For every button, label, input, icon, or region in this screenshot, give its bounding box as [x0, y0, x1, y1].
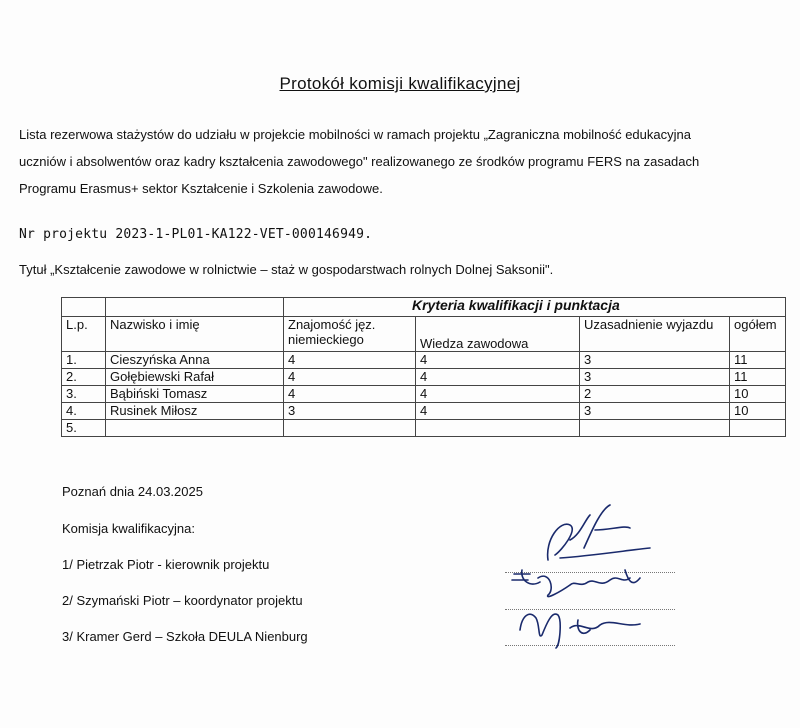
project-number: Nr projektu 2023-1-PL01-KA122-VET-000146949.	[19, 227, 373, 242]
column-header-name: Nazwisko i imię	[106, 317, 284, 352]
cell-lp: 3.	[62, 386, 106, 403]
cell-justification	[580, 420, 730, 437]
committee-member-2: 2/ Szymański Piotr – koordynator projektu	[62, 593, 303, 608]
signature-3	[520, 614, 640, 648]
cell-justification: 3	[580, 369, 730, 386]
table-header-row	[62, 298, 786, 317]
table-cell	[62, 298, 106, 317]
handwritten-signatures	[500, 500, 700, 650]
table-cell	[106, 298, 284, 317]
cell-name: Bąbiński Tomasz	[106, 386, 284, 403]
place-and-date: Poznań dnia 24.03.2025	[62, 484, 203, 499]
cell-total	[730, 420, 786, 437]
cell-knowledge: 4	[416, 386, 580, 403]
table-row	[62, 386, 786, 403]
cell-lp: 2.	[62, 369, 106, 386]
column-header-total: ogółem	[730, 317, 786, 352]
cell-knowledge: 4	[416, 403, 580, 420]
column-header-knowledge: Wiedza zawodowa	[416, 317, 580, 352]
cell-name: Cieszyńska Anna	[106, 352, 284, 369]
cell-name: Rusinek Miłosz	[106, 403, 284, 420]
committee-label: Komisja kwalifikacyjna:	[62, 521, 195, 536]
cell-knowledge	[416, 420, 580, 437]
table-row	[62, 352, 786, 369]
cell-total: 10	[730, 386, 786, 403]
cell-name	[106, 420, 284, 437]
table-header-row	[62, 317, 786, 352]
column-header-lp: L.p.	[62, 317, 106, 352]
signature-1	[548, 505, 650, 560]
intro-paragraph: Lista rezerwowa stażystów do udziału w projekcie mobilności w ramach projektu „Zagraniczna mobilność edukacyjna uczniów i absolwentów oraz kadry kształcenia zawodowego" realizowanego ze środków programu FERS na zasadach Programu Erasmus+ sektor Kształcenie i Szkolenia zawodowe.	[19, 127, 700, 196]
qualification-table	[61, 297, 786, 437]
project-title: Tytuł „Kształcenie zawodowe w rolnictwie – staż w gospodarstwach rolnych Dolnej Saksonii".	[19, 262, 554, 277]
committee-member-3: 3/ Kramer Gerd – Szkoła DEULA Nienburg	[62, 629, 308, 644]
document-title: Protokół komisji kwalifikacyjnej	[279, 74, 521, 93]
column-header-justification: Uzasadnienie wyjazdu	[580, 317, 730, 352]
cell-german: 3	[284, 403, 416, 420]
cell-justification: 3	[580, 352, 730, 369]
cell-name: Gołębiewski Rafał	[106, 369, 284, 386]
cell-justification: 2	[580, 386, 730, 403]
cell-german	[284, 420, 416, 437]
column-header-german: Znajomość jęz. niemieckiego	[284, 317, 416, 352]
cell-knowledge: 4	[416, 352, 580, 369]
cell-lp: 5.	[62, 420, 106, 437]
signature-2	[512, 570, 640, 597]
cell-german: 4	[284, 369, 416, 386]
cell-german: 4	[284, 386, 416, 403]
table-row	[62, 420, 786, 437]
table-row	[62, 369, 786, 386]
cell-total: 11	[730, 369, 786, 386]
cell-knowledge: 4	[416, 369, 580, 386]
table-row	[62, 403, 786, 420]
cell-total: 10	[730, 403, 786, 420]
criteria-title: Kryteria kwalifikacji i punktacja	[284, 298, 786, 317]
cell-lp: 1.	[62, 352, 106, 369]
cell-german: 4	[284, 352, 416, 369]
cell-total: 11	[730, 352, 786, 369]
cell-justification: 3	[580, 403, 730, 420]
committee-member-1: 1/ Pietrzak Piotr - kierownik projektu	[62, 557, 270, 572]
cell-lp: 4.	[62, 403, 106, 420]
